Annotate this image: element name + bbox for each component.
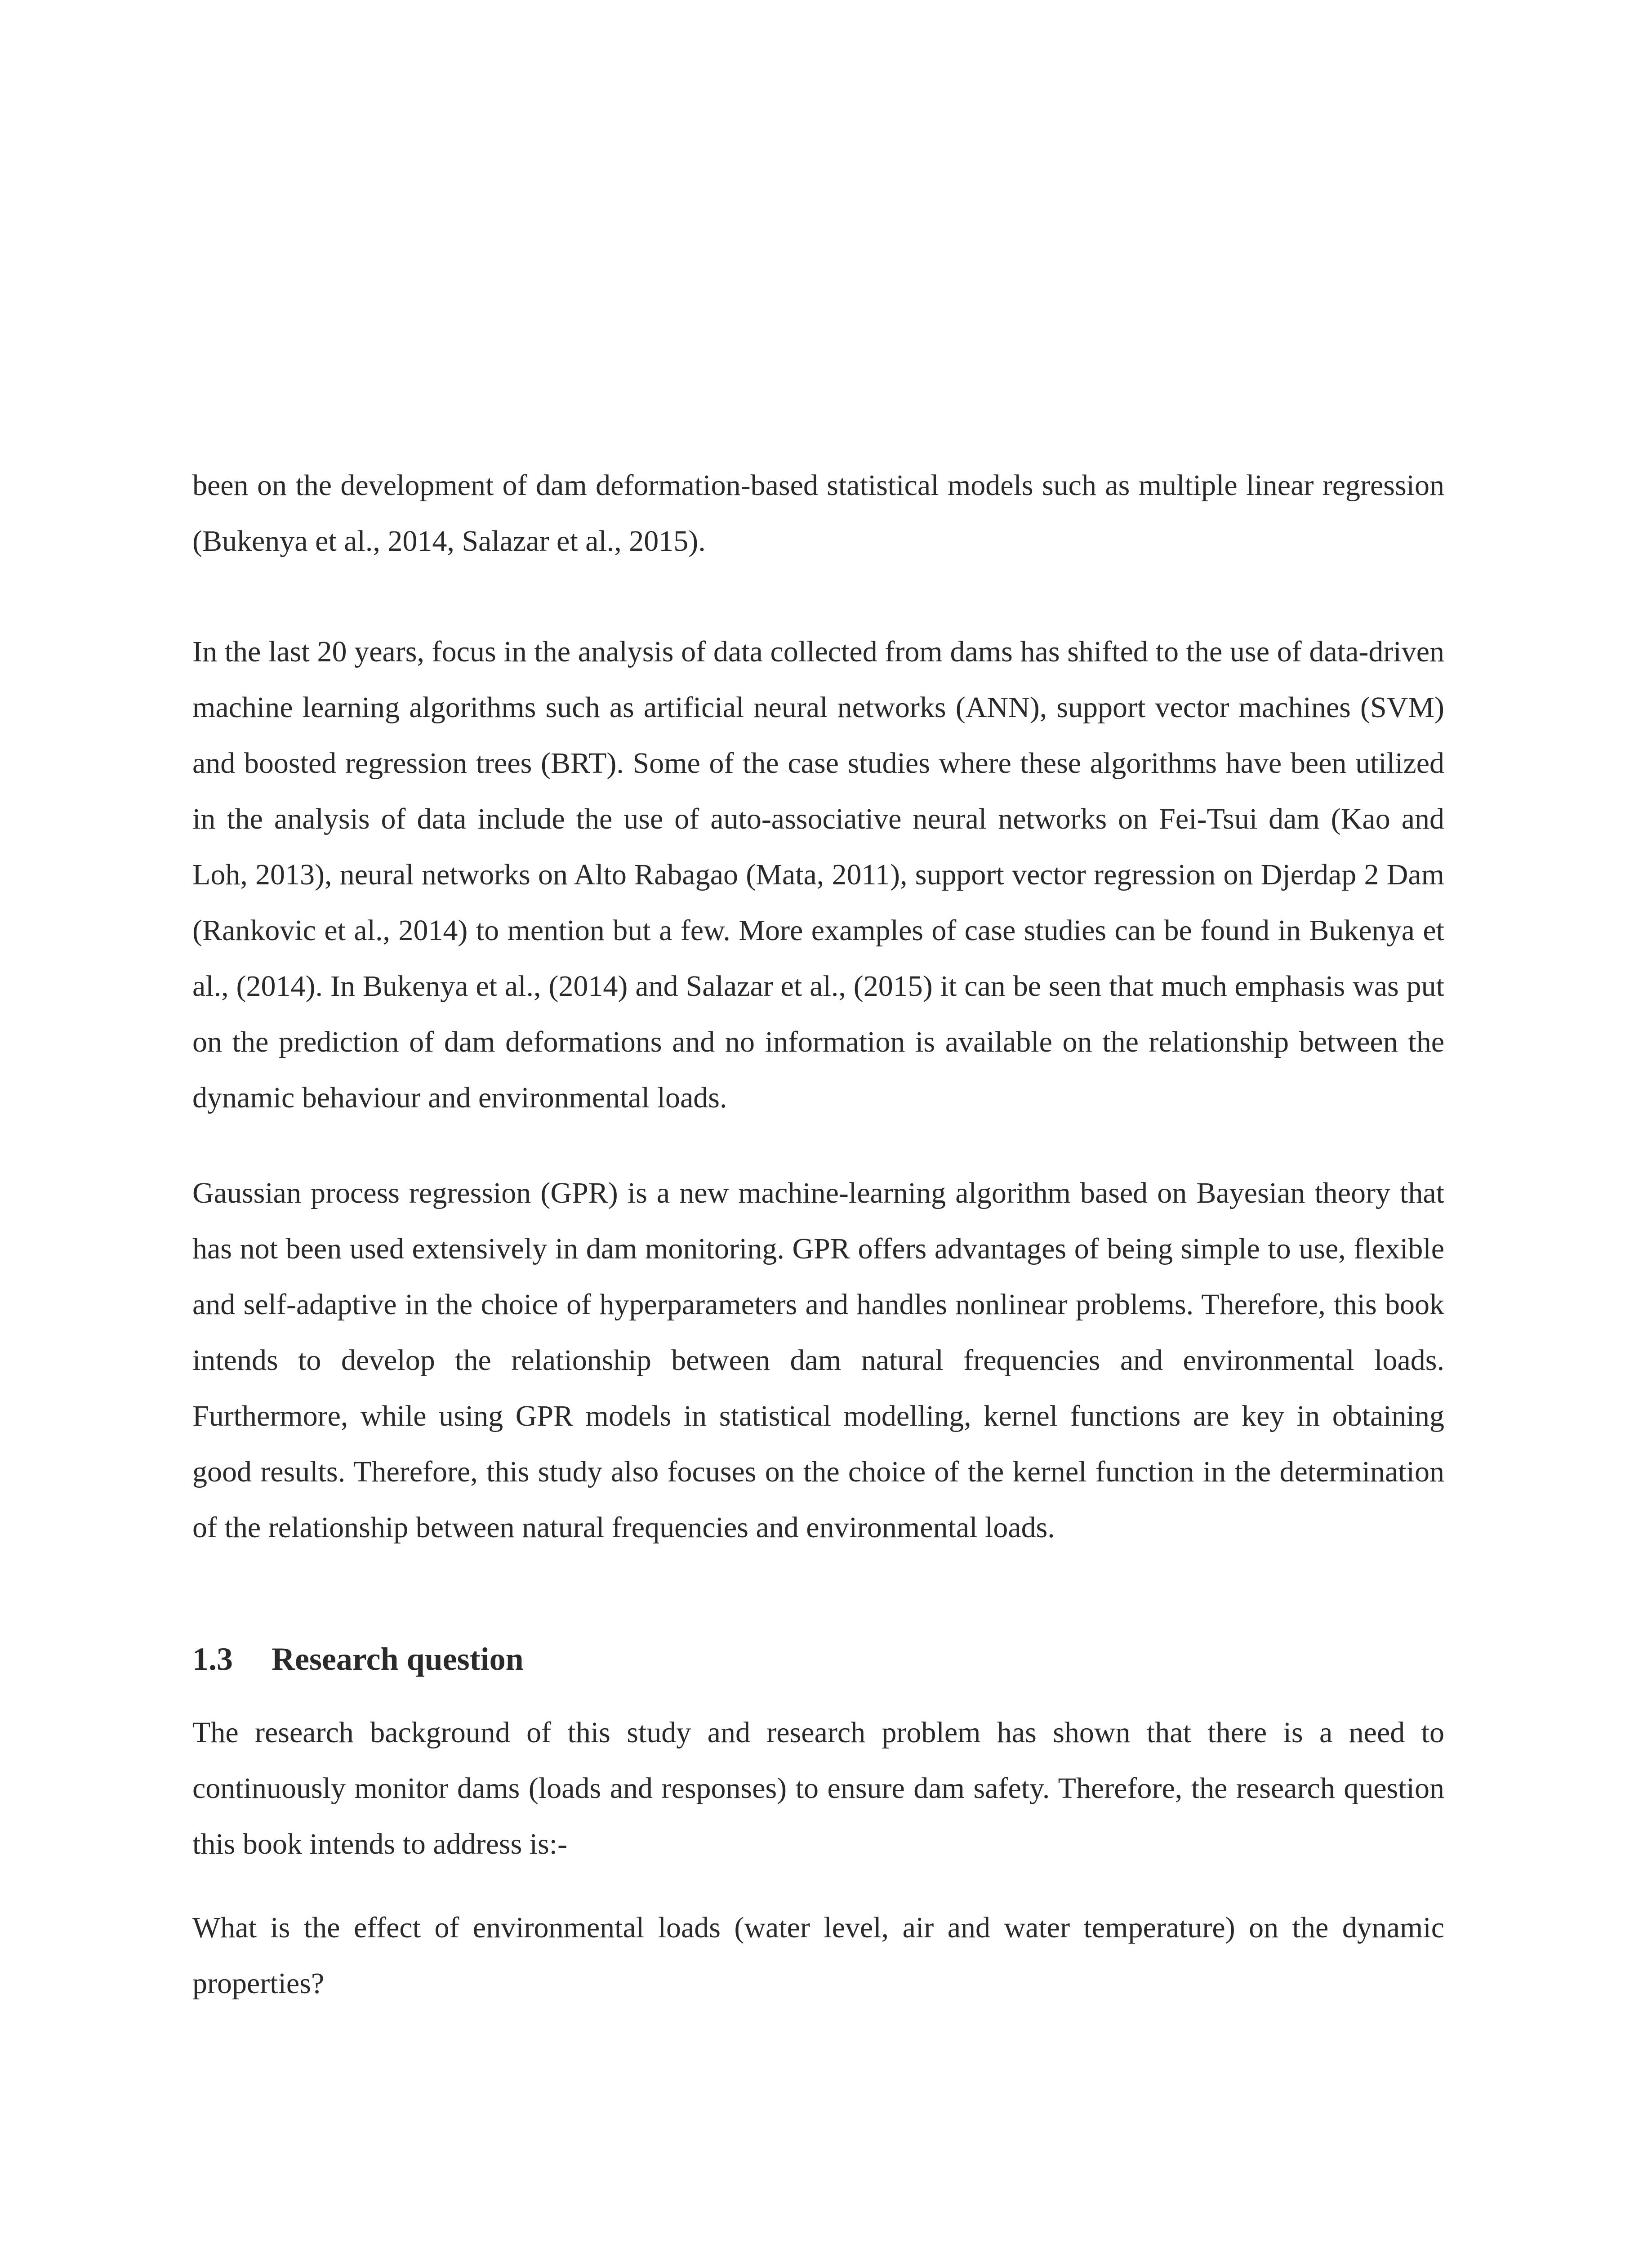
paragraph-research-question: What is the effect of environmental loads (water level, air and water temperature) on the dynamic properties? [192,1911,1444,2000]
section-title: Research question [272,1641,524,1677]
section-number: 1.3 [192,1641,233,1677]
paragraph-statistical-models: been on the development of dam deformation-based statistical models such as multiple linear regression (Bukenya et al., 2014, Salazar et al., 2015). [192,469,1444,558]
section-heading [192,1631,1444,1687]
paragraph-gaussian-process: Gaussian process regression (GPR) is a new machine-learning algorithm based on Bayesian theory that has not been used extensively in dam monitoring. GPR offers advantages of being simple to use, flexible and self-adaptive in the choice of hyperparameters and handles nonlinear problems. Therefore, this book intends to develop the relationship between dam natural frequencies and environmental loads. Furthermore, while using GPR models in statistical modelling, kernel functions are key in obtaining good results. Therefore, this study also focuses on the choice of the kernel function in the determination of the relationship between natural frequencies and environmental loads. [192,1177,1444,1544]
paragraph-research-background: The research background of this study and research problem has shown that there is a need to continuously monitor dams (loads and responses) to ensure dam safety. Therefore, the research question this book intends to address is:- [192,1716,1444,1860]
paragraph-machine-learning: In the last 20 years, focus in the analysis of data collected from dams has shifted to the use of data-driven machine learning algorithms such as artificial neural networks (ANN), support vector machines (SVM) and boosted regression trees (BRT). Some of the case studies where these algorithms have been utilized in the analysis of data include the use of auto-associative neural networks on Fei-Tsui dam (Kao and Loh, 2013), neural networks on Alto Rabagao (Mata, 2011), support vector regression on Djerdap 2 Dam (Rankovic et al., 2014) to mention but a few. More examples of case studies can be found in Bukenya et al., (2014). In Bukenya et al., (2014) and Salazar et al., (2015) it can be seen that much emphasis was put on the prediction of dam deformations and no information is available on the relationship between the dynamic behaviour and environmental loads. [192,635,1444,1114]
